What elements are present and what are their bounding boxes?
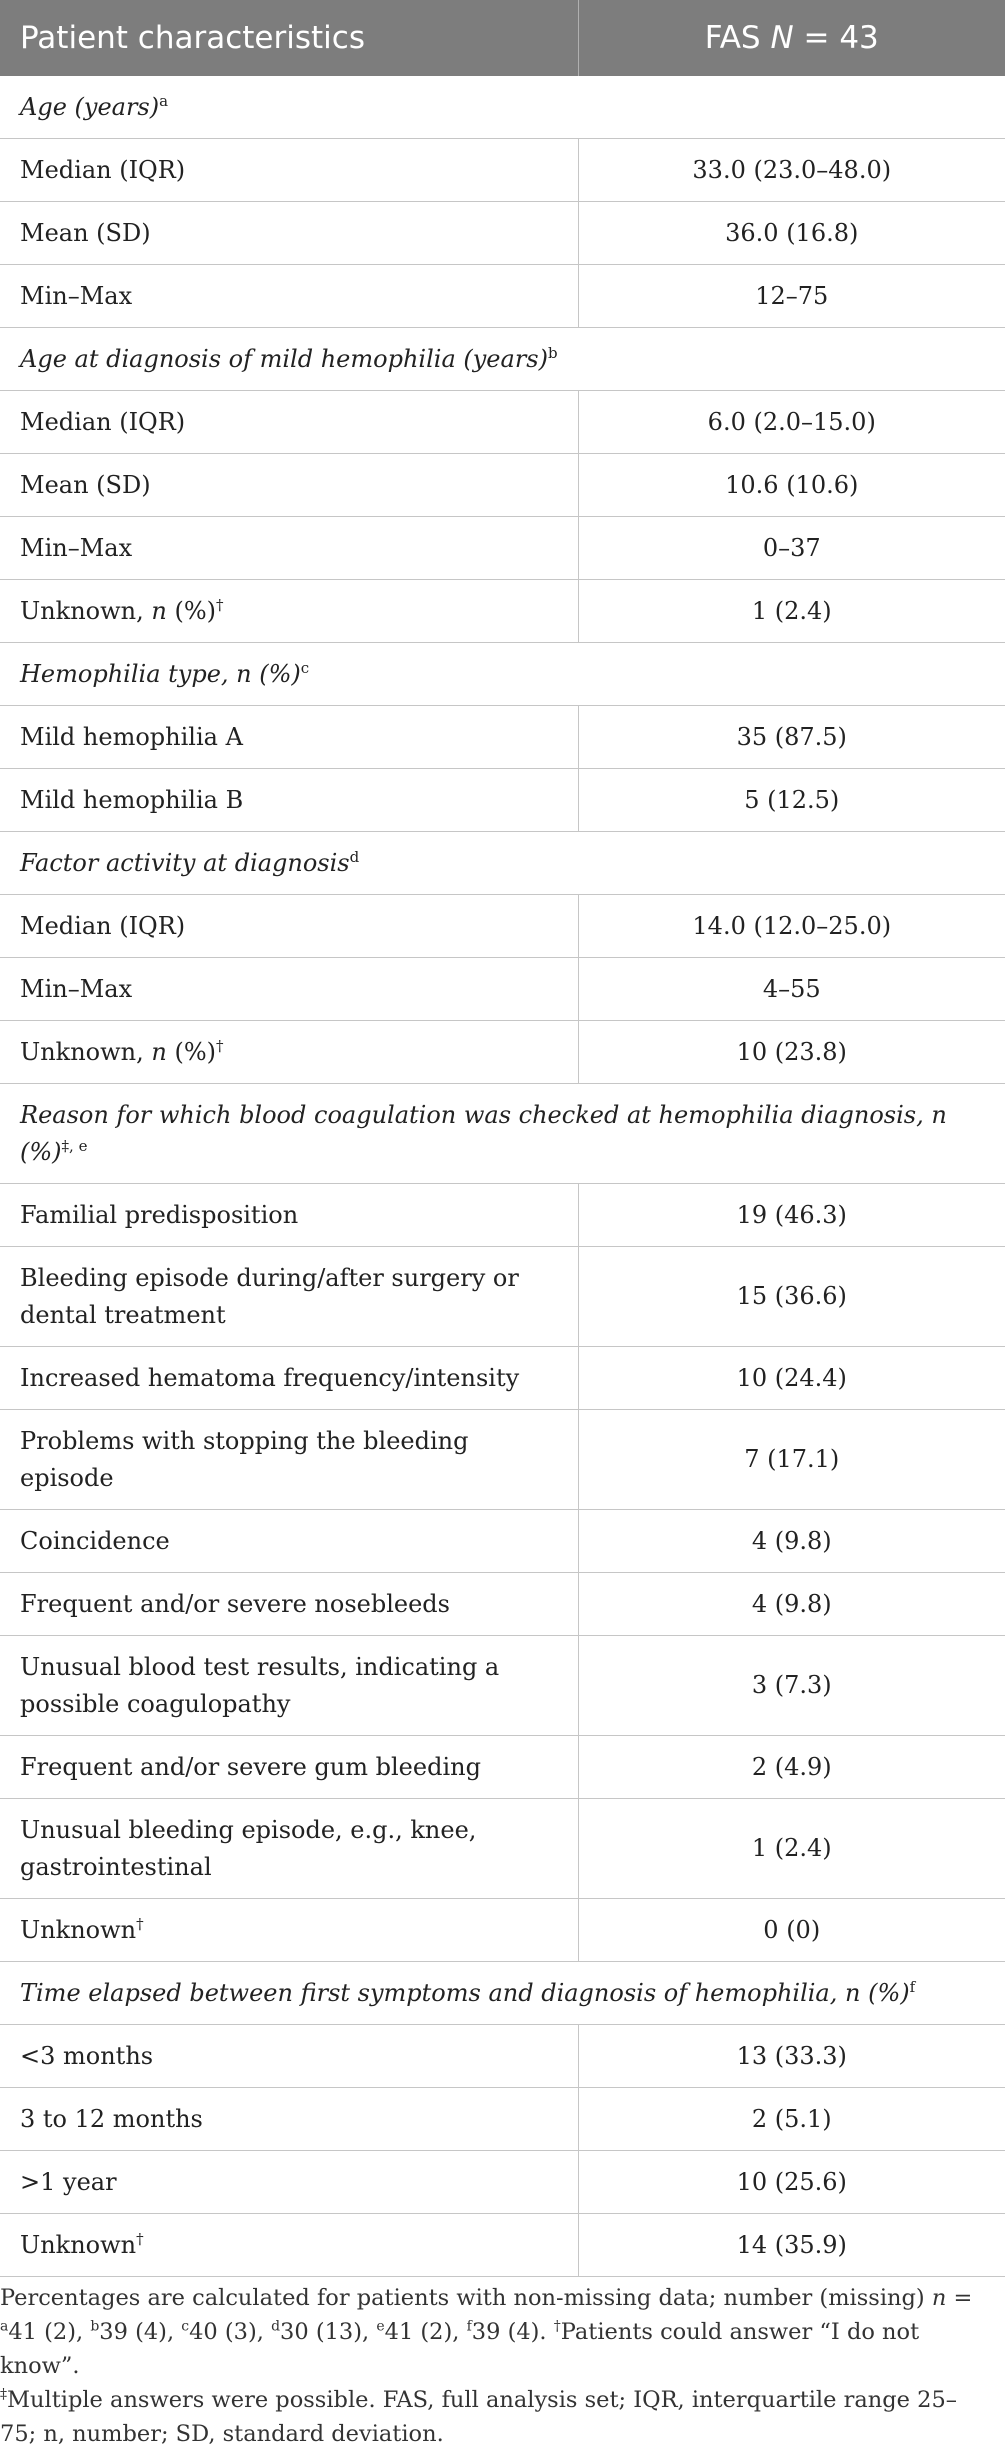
row-label: Unknown† — [0, 2214, 578, 2277]
row-value: 14.0 (12.0–25.0) — [578, 895, 1005, 958]
section-label: Time elapsed between first symptoms and diagnosis of hemophilia, n (%)$^f$ — [0, 1962, 1005, 2025]
table-row — [0, 1636, 1005, 1736]
section-row — [0, 1084, 1005, 1184]
row-label: Mean (SD) — [0, 454, 578, 517]
row-value: 2 (4.9) — [578, 1736, 1005, 1799]
table-row — [0, 1347, 1005, 1410]
row-label: Unusual bleeding episode, e.g., knee, gastrointestinal — [0, 1799, 578, 1899]
table-row — [0, 706, 1005, 769]
row-value: 6.0 (2.0–15.0) — [578, 391, 1005, 454]
table-row — [0, 1021, 1005, 1084]
section-row — [0, 328, 1005, 391]
row-value: 14 (35.9) — [578, 2214, 1005, 2277]
row-label: Unknown, n (%)† — [0, 1021, 578, 1084]
row-label: Frequent and/or severe gum bleeding — [0, 1736, 578, 1799]
row-value: 12–75 — [578, 265, 1005, 328]
table-row — [0, 580, 1005, 643]
table-footnote — [0, 2277, 1005, 2451]
table-row — [0, 1184, 1005, 1247]
section-label: Factor activity at diagnosis$^d$ — [0, 832, 1005, 895]
row-label: Min–Max — [0, 265, 578, 328]
table-row — [0, 139, 1005, 202]
row-label: Median (IQR) — [0, 139, 578, 202]
row-value: 10 (23.8) — [578, 1021, 1005, 1084]
footnote-line-2: ‡Multiple answers were possible. FAS, full analysis set; IQR, interquartile range 25–75; n, number; SD, standard deviation. — [0, 2386, 958, 2447]
header-patient-characteristics: Patient characteristics — [0, 0, 578, 76]
row-value: 4–55 — [578, 958, 1005, 1021]
section-row — [0, 643, 1005, 706]
row-label: Min–Max — [0, 517, 578, 580]
row-label: Bleeding episode during/after surgery or dental treatment — [0, 1247, 578, 1347]
row-label: Mild hemophilia B — [0, 769, 578, 832]
row-label: 3 to 12 months — [0, 2088, 578, 2151]
section-label: Age (years)$^a$ — [0, 76, 1005, 139]
table-row — [0, 2151, 1005, 2214]
section-row — [0, 76, 1005, 139]
row-value: 3 (7.3) — [578, 1636, 1005, 1736]
row-label: Min–Max — [0, 958, 578, 1021]
table-row — [0, 1510, 1005, 1573]
row-label: Unusual blood test results, indicating a possible coagulopathy — [0, 1636, 578, 1736]
row-value: 10.6 (10.6) — [578, 454, 1005, 517]
row-value: 4 (9.8) — [578, 1510, 1005, 1573]
row-label: >1 year — [0, 2151, 578, 2214]
row-value: 13 (33.3) — [578, 2025, 1005, 2088]
row-value: 4 (9.8) — [578, 1573, 1005, 1636]
row-value: 19 (46.3) — [578, 1184, 1005, 1247]
row-value: 36.0 (16.8) — [578, 202, 1005, 265]
row-value: 33.0 (23.0–48.0) — [578, 139, 1005, 202]
row-value: 10 (24.4) — [578, 1347, 1005, 1410]
table-row — [0, 202, 1005, 265]
table-row — [0, 1410, 1005, 1510]
table-row — [0, 895, 1005, 958]
row-label: Unknown, n (%)† — [0, 580, 578, 643]
row-label: Frequent and/or severe nosebleeds — [0, 1573, 578, 1636]
table-row — [0, 1573, 1005, 1636]
table-row — [0, 2088, 1005, 2151]
row-value: 5 (12.5) — [578, 769, 1005, 832]
footnote-line-1: Percentages are calculated for patients with non-missing data; number (missing) n = $^a$41 (2), $^b$39 (4), $^c$40 (3), $^d$30 (13), $^e$41 (2), $^f$39 (4). †Patients could answer “I do not know”. — [0, 2285, 973, 2379]
section-label: Reason for which blood coagulation was checked at hemophilia diagnosis, n (%)$^{\ddagger, e}$ — [0, 1084, 1005, 1184]
row-value: 1 (2.4) — [578, 1799, 1005, 1899]
row-label: Familial predisposition — [0, 1184, 578, 1247]
row-value: 1 (2.4) — [578, 580, 1005, 643]
row-value: 15 (36.6) — [578, 1247, 1005, 1347]
row-label: <3 months — [0, 2025, 578, 2088]
row-label: Coincidence — [0, 1510, 578, 1573]
table-row — [0, 1736, 1005, 1799]
table-row — [0, 1247, 1005, 1347]
row-value: 35 (87.5) — [578, 706, 1005, 769]
row-label: Median (IQR) — [0, 391, 578, 454]
section-row — [0, 832, 1005, 895]
table-row — [0, 1899, 1005, 1962]
table-row — [0, 265, 1005, 328]
table-row — [0, 2214, 1005, 2277]
section-row — [0, 1962, 1005, 2025]
table-row — [0, 391, 1005, 454]
row-label: Mild hemophilia A — [0, 706, 578, 769]
row-value: 2 (5.1) — [578, 2088, 1005, 2151]
row-label: Unknown† — [0, 1899, 578, 1962]
row-value: 10 (25.6) — [578, 2151, 1005, 2214]
row-label: Mean (SD) — [0, 202, 578, 265]
row-label: Increased hematoma frequency/intensity — [0, 1347, 578, 1410]
row-value: 0–37 — [578, 517, 1005, 580]
row-value: 0 (0) — [578, 1899, 1005, 1962]
table-row — [0, 958, 1005, 1021]
header-fas: FAS N = 43 — [578, 0, 1005, 76]
table-row — [0, 769, 1005, 832]
section-label: Age at diagnosis of mild hemophilia (years)$^b$ — [0, 328, 1005, 391]
table-row — [0, 1799, 1005, 1899]
row-label: Problems with stopping the bleeding episode — [0, 1410, 578, 1510]
section-label: Hemophilia type, n (%)$^c$ — [0, 643, 1005, 706]
table-row — [0, 517, 1005, 580]
table-row — [0, 2025, 1005, 2088]
table-row — [0, 454, 1005, 517]
row-value: 7 (17.1) — [578, 1410, 1005, 1510]
row-label: Median (IQR) — [0, 895, 578, 958]
table-body — [0, 76, 1005, 2277]
table-header-row — [0, 0, 1005, 76]
